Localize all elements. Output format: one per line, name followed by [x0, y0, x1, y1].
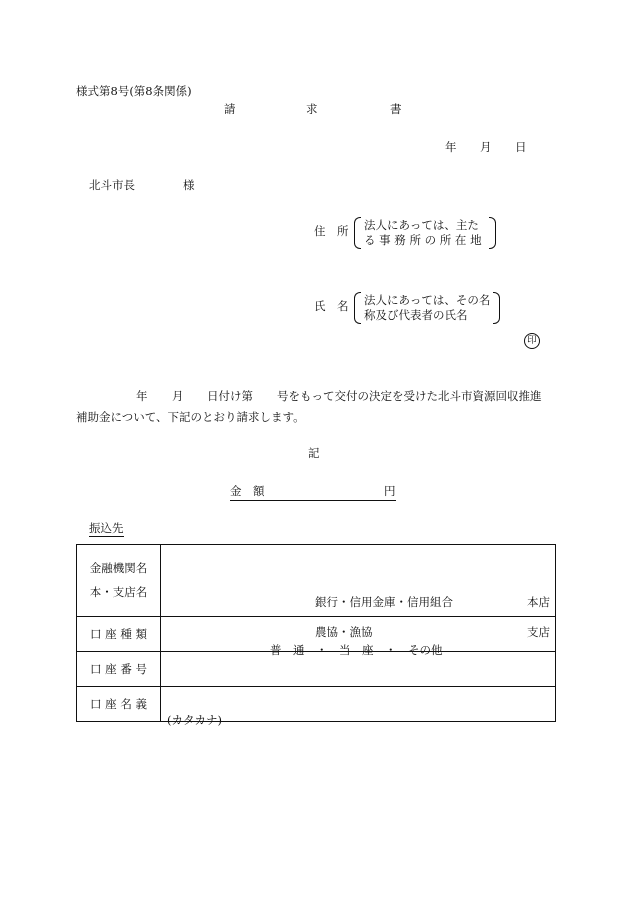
- account-name-hint: (カタカナ): [167, 713, 222, 727]
- transfer-label: 振込先: [89, 521, 124, 535]
- addressee-name: 北斗市長: [89, 178, 135, 192]
- address-note-line1: 法人にあっては、主た: [364, 218, 479, 232]
- amount-line: [230, 486, 396, 501]
- address-note: [354, 217, 496, 249]
- branch-sub: 支店: [527, 624, 550, 639]
- name-note-line2: 称及び代表者の氏名: [364, 308, 468, 322]
- account-name-cell[interactable]: [161, 687, 556, 727]
- title-char-3: 書: [390, 102, 402, 116]
- bank-types-line2: 農協・漁協: [315, 624, 373, 639]
- open-bracket: [354, 292, 361, 324]
- account-type-options: 普 通 ・ 当 座 ・ その他: [270, 643, 443, 657]
- address-label: 住 所: [314, 224, 349, 238]
- bank-header-cell: [77, 545, 161, 617]
- branch-main: 本店: [527, 594, 550, 609]
- bank-header-line2: 本・支店名: [89, 585, 148, 599]
- bank-header-line1: 金融機関名: [89, 560, 148, 575]
- date-year: 年: [445, 140, 457, 154]
- seal-mark: 印: [524, 333, 540, 349]
- account-number-label: 口 座 番 号: [77, 652, 161, 687]
- bank-table: [76, 544, 556, 727]
- account-name-label: 口 座 名 義: [77, 687, 161, 722]
- amount-label: 金 額: [230, 484, 265, 498]
- open-bracket: [354, 217, 361, 249]
- date-month: 月: [480, 140, 492, 154]
- date-day: 日: [515, 140, 527, 154]
- name-note: [354, 292, 500, 324]
- bank-types-line1: 銀行・信用金庫・信用組合: [315, 594, 453, 609]
- table-row: [77, 545, 556, 617]
- title-char-2: 求: [306, 102, 318, 116]
- amount-unit: 円: [384, 484, 396, 498]
- close-bracket: [493, 292, 500, 324]
- close-bracket: [489, 217, 496, 249]
- ki-heading: 記: [308, 446, 320, 460]
- bank-name-cell[interactable]: [161, 545, 556, 639]
- body-rest: 号をもって交付の決定を受けた北斗市資源回収推進: [277, 389, 542, 403]
- title-char-1: 請: [224, 102, 236, 116]
- form-number: 様式第8号(第8条関係): [76, 84, 192, 98]
- document-title: [0, 104, 630, 118]
- body-year: 年: [136, 389, 148, 403]
- table-row: [77, 687, 556, 722]
- body-line-2: 補助金について、下記のとおり請求します。: [76, 410, 305, 424]
- addressee-honorific: 様: [183, 178, 195, 192]
- account-type-label: 口 座 種 類: [77, 617, 161, 652]
- address-note-line2: る 事 務 所 の 所 在 地: [364, 233, 482, 247]
- body-date-suffix: 日付け第: [207, 389, 253, 403]
- body-month: 月: [172, 389, 184, 403]
- name-label: 氏 名: [314, 299, 349, 313]
- name-note-line1: 法人にあっては、その名: [364, 293, 491, 307]
